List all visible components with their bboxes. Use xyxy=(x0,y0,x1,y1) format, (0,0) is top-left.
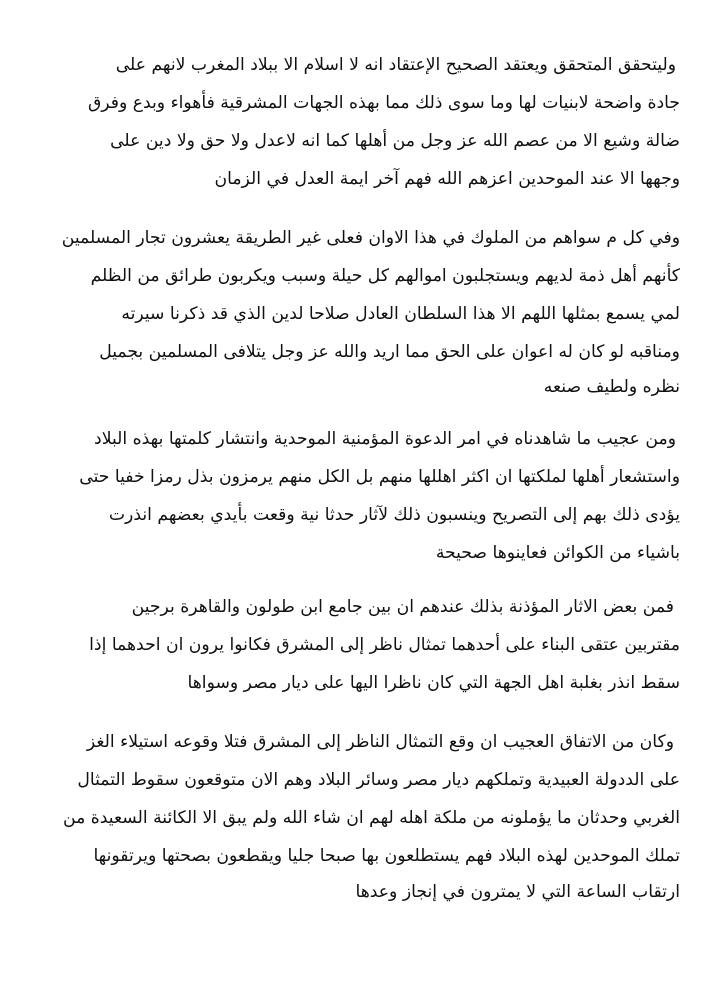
text-line xyxy=(132,588,674,626)
line-text: على الددولة العبيدية وتملكهم ديار مصر وسائر البلاد وهم الان متوقعون سقوط التمثال xyxy=(77,770,680,790)
text-line xyxy=(94,420,676,458)
line-text: مقتربين عتقى البناء على أحدهما تمثال ناظر إلى المشرق فكانوا يرون ان احدهما إذا xyxy=(89,635,680,655)
line-text: نظره ولطيف صنعه xyxy=(543,377,680,397)
line-text: تملك الموحدين لهذه البلاد فهم يستطلعون بها صبحا جليا ويقطعون بصحتها ويرتقونها xyxy=(93,846,680,866)
line-text: باشياء من الكوائن فعاينوها صحيحة xyxy=(435,543,680,563)
line-text: كأنهم أهل ذمة لديهم ويستجلبون اموالهم كل حيلة وسبب ويكربون طرائق من الظلم xyxy=(90,266,680,286)
text-line xyxy=(121,295,680,333)
text-line xyxy=(89,626,680,664)
text-line xyxy=(87,723,674,761)
text-line xyxy=(544,368,680,406)
text-line xyxy=(77,761,680,799)
text-line xyxy=(54,46,676,84)
line-text: ومن عجيب ما شاهدناه في امر الدعوة المؤمنية الموحدية وانتشار كلمتها بهذه البلاد xyxy=(94,429,676,449)
line-text: فمن بعض الاثار المؤذنة بذلك عندهم ان بين جامع ابن طولون والقاهرة برجين xyxy=(131,597,674,617)
line-text: وكان من الاتفاق العجيب ان وقع التمثال الناظر إلى المشرق فتلا وقوعه استيلاء الغز xyxy=(86,732,674,752)
text-line xyxy=(355,873,680,911)
line-text: ارتقاب الساعة التي لا يمترون في إنجاز وعدها xyxy=(355,882,680,902)
line-text: الغربي وحدثان ما يؤملونه من ملكة اهله لهم ان شاء الله ولم يبق الا الكائنة السعيدة من xyxy=(63,808,680,828)
text-line xyxy=(93,837,680,875)
text-line xyxy=(110,122,680,160)
line-text: واستشعار أهلها لملكتها ان اكثر اهللها منهم بل الكل منهم يرمزون بذل رمزا خفيا حتى xyxy=(79,467,680,487)
text-line xyxy=(91,257,680,295)
line-text: ضالة وشيع الا من عصم الله عز وجل من أهلها كما انه لاعدل ولا حق ولا دين على xyxy=(110,131,680,151)
line-text: يؤدى ذلك بهم إلى التصريح وينسبون ذلك لآثار حدثا نية وقعت بأيدي بعضهم انذرت xyxy=(108,505,680,525)
text-line xyxy=(188,664,681,702)
line-text: جادة واضحة لابنيات لها وما سوى ذلك مما بهذه الجهات المشرقية فأهواء وبدع وفرق xyxy=(87,93,680,113)
text-line xyxy=(214,160,680,198)
text-line xyxy=(79,458,680,496)
text-line xyxy=(62,219,680,257)
line-text: وليتحقق المتحقق ويعتقد الصحيح الإعتقاد انه لا اسلام الا ببلاد المغرب لانهم على xyxy=(115,55,676,75)
line-text: وجهها الا عند الموحدين اعزهم الله فهم آخر ايمة العدل في الزمان xyxy=(214,169,680,189)
line-text: وفي كل م سواهم من الملوك في هذا الاوان فعلى غير الطريقة يعشرون تجار المسلمين xyxy=(61,228,680,248)
line-text: لمي يسمع بمثلها اللهم الا هذا السلطان العادل صلاحا لدين الذي قد ذكرنا سيرته xyxy=(121,304,680,324)
text-line xyxy=(436,534,680,572)
text-line xyxy=(63,799,680,837)
line-text: ومناقبه لو كان له اعوان على الحق مما اريد والله عز وجل يتلافى المسلمين بجميل xyxy=(99,342,680,362)
text-line xyxy=(99,333,680,371)
text-line xyxy=(88,84,680,122)
line-text: سقط انذر بغلبة اهل الجهة التي كان ناظرا اليها على ديار مصر وسواها xyxy=(187,673,680,693)
text-line xyxy=(109,496,680,534)
